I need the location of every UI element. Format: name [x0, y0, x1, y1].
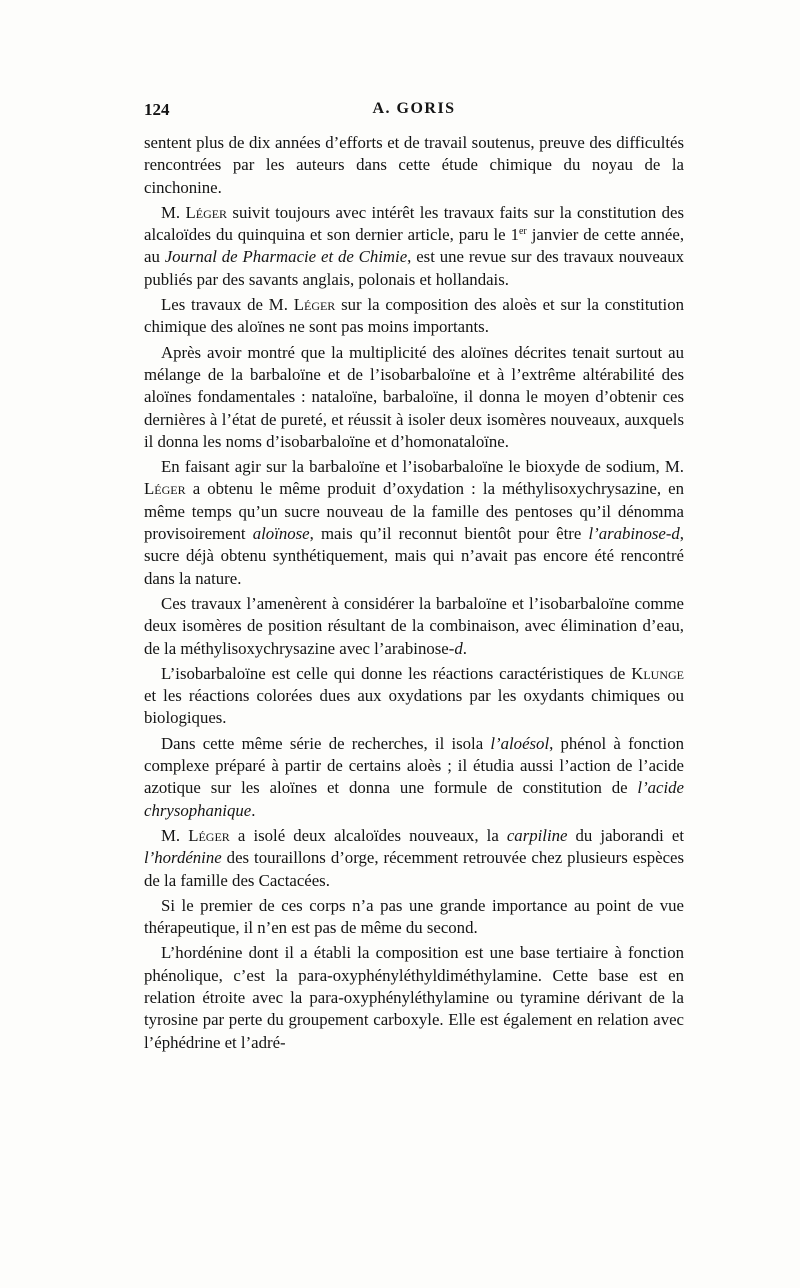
paragraph-quinquina: M. Léger suivit toujours avec intérêt les travaux faits sur la constitution des alcaloïdes du quinquina et son dernier article, paru le 1er janvier de cette année, au Journal de Pharmacie et de Chimie, est une revue sur des travaux nouveaux publiés par des savants anglais, polonais et hollandais.: [144, 202, 685, 289]
author-name: Léger: [293, 295, 336, 315]
paragraph-alcaloides: M. Léger a isolé deux alcaloïdes nouveaux, la carpiline du jaborandi et l’hordénine des touraillons d’orge, récemment retrouvée chez plusieurs espèces de la famille des Cactacées.: [144, 825, 684, 890]
paragraph-continuation: sentent plus de dix années d’efforts et de travail soutenus, preuve des difficultés rencontrées par les auteurs dans cette étude chimique du noyau de la cinchonine.: [144, 133, 684, 197]
italic-term: aloïnose: [252, 524, 310, 544]
paragraph-aloesol: Dans cette même série de recherches, il isola l’aloésol, phénol à fonction complexe préparé à partir de certains aloès ; il étudia aussi l’action de l’acide azotique sur les aloïnes et donna une formule de constitution de l’acide chrysophanique.: [144, 733, 685, 820]
paragraph-isomeres: Ces travaux l’amenèrent à considérer la barbaloïne et l’isobarbaloïne comme deux isomères de position résultant de la combinaison, avec élimination d’eau, de la méthylisoxychrysazine avec l’arabinose-d.: [144, 593, 684, 658]
italic-term: l’arabinose-d: [588, 524, 680, 544]
running-title: A. GORIS: [372, 100, 456, 117]
body-text: [144, 132, 684, 1057]
page-number: 124: [144, 100, 170, 119]
journal-title: Journal de Pharmacie et de Chimie: [164, 247, 408, 267]
paragraph-isobarbaloine: L’isobarbaloïne est celle qui donne les réactions caractéristiques de Klunge et les réactions colorées dues aux oxydations par les oxydants chimiques ou biologiques.: [144, 663, 684, 728]
paragraph-aloes: Les travaux de M. Léger sur la composition des aloès et sur la constitution chimique des aloïnes ne sont pas moins importants.: [144, 295, 684, 337]
paragraph-oxydation: En faisant agir sur la barbaloïne et l’isobarbaloïne le bioxyde de sodium, M. Léger a obtenu le même produit d’oxydation : la méthylisoxychrysazine, en même temps qu’un sucre nouveau de la famille des pentoses qu’il dénomma provisoirement aloïnose, mais qu’il reconnut bientôt pour être l’arabinose-d, sucre déjà obtenu synthétiquement, mais qui n’avait pas encore été rencontré dans la nature.: [144, 457, 684, 588]
italic-term: l’aloésol: [490, 733, 550, 753]
italic-term: l’hordénine: [144, 848, 222, 868]
author-name: Klunge: [631, 663, 684, 683]
author-name: Léger: [188, 825, 230, 845]
paragraph-hordenine: L’hordénine dont il a établi la composition est une base tertiaire à fonction phénolique, c’est la para-oxyphényléthyldiméthylamine. Cette base est en relation étroite avec la para-oxyphényléthylamine ou tyramine dérivant de la tyrosine par perte du groupement carboxyle. Elle est également en relation avec l’éphédrine et l’adré-: [144, 943, 684, 1052]
italic-term: d: [454, 638, 463, 658]
page-header: [144, 100, 684, 122]
author-name: Léger: [144, 479, 186, 499]
italic-term: l’acide chrysophanique: [144, 778, 684, 820]
paragraph-aloines: Après avoir montré que la multiplicité des aloïnes décrites tenait surtout au mélange de la barbaloïne et de l’isobarbaloïne et à l’extrême altérabilité des aloïnes fondamentales : nataloïne, barbaloïne, il donna le moyen d’obtenir ces dernières à l’état de pureté, et réussit à isoler deux isomères nouveaux, auxquels il donna les noms d’isobarbaloïne et d’homonataloïne.: [144, 342, 684, 451]
italic-term: carpiline: [506, 825, 568, 845]
paragraph-therapeutique: Si le premier de ces corps n’a pas une grande importance au point de vue thérapeutique, il n’en est pas de même du second.: [144, 895, 684, 938]
superscript: er: [518, 226, 527, 238]
author-name: Léger: [185, 202, 228, 222]
